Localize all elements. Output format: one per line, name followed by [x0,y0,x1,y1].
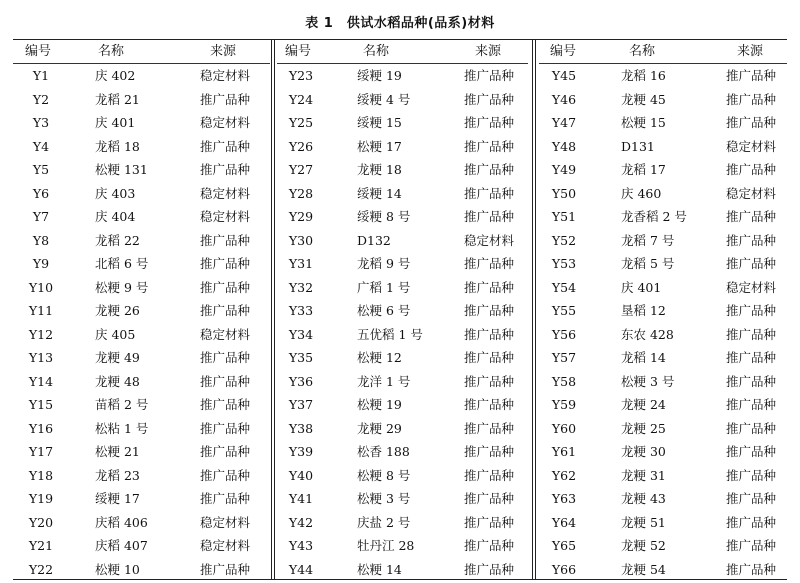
cell-code: Y64 [551,514,577,530]
cell-code: Y2 [32,91,50,107]
table-row [13,370,270,394]
cell-source: 推广品种 [464,209,515,224]
cell-source: 推广品种 [464,138,515,154]
cell-name: 苗稻 2 号 [95,397,149,412]
cell-source: 推广品种 [200,397,251,412]
cell-source: 推广品种 [200,162,251,177]
cell-code: Y19 [28,491,54,506]
cell-name: 龙稻 5 号 [621,256,675,271]
cell-name: 庆 404 [95,209,136,224]
cell-name: 龙稻 18 [95,138,140,154]
cell-source: 稳定材料 [726,138,777,154]
table-row [539,487,787,511]
cell-code: Y43 [288,538,314,553]
table-row [539,135,787,159]
table-row [539,464,787,488]
table-row [539,182,787,206]
cell-code: Y65 [551,538,577,553]
cell-name: 绥粳 15 [357,115,402,130]
cell-name: 绥粳 19 [357,68,402,83]
cell-source: 推广品种 [464,373,515,389]
cell-name: 庆 405 [95,326,136,342]
cell-name: 绥粳 14 [357,185,402,201]
header-name: 名称 [629,44,656,59]
cell-name: 龙稻 16 [621,68,666,83]
cell-source: 稳定材料 [200,326,251,342]
cell-source: 推广品种 [726,420,777,436]
table-row [277,323,528,347]
cell-name: 牡丹江 28 [357,538,415,553]
cell-name: 松粳 3 号 [357,491,411,506]
table-row [277,534,528,558]
cell-source: 推广品种 [726,326,777,342]
cell-code: Y16 [28,420,54,436]
cell-code: Y24 [288,91,314,107]
table-row [539,558,787,582]
cell-name: 龙粳 48 [95,373,140,389]
cell-name: 松粳 10 [95,561,140,577]
cell-code: Y8 [32,232,50,248]
table-row [13,440,270,464]
cell-source: 推广品种 [200,491,251,506]
cell-code: Y63 [551,491,577,506]
header-code: 编号 [285,44,312,59]
cell-source: 推广品种 [464,162,515,177]
cell-name: 东农 428 [621,326,674,342]
cell-code: Y42 [288,514,314,530]
cell-name: 松粘 1 号 [95,420,149,436]
cell-name: 龙香稻 2 号 [621,209,687,224]
table-row [277,135,528,159]
cell-name: 松粳 3 号 [621,373,675,389]
cell-source: 稳定材料 [200,185,251,201]
table-row [539,276,787,300]
table-row [13,487,270,511]
table-row [13,252,270,276]
cell-code: Y15 [28,397,54,412]
cell-name: 庆稻 407 [95,538,148,553]
cell-name: 北稻 6 号 [95,256,149,271]
cell-name: 庆 460 [621,185,662,201]
cell-name: 龙粳 49 [95,350,140,365]
cell-name: 龙稻 9 号 [357,256,411,271]
cell-code: Y35 [288,350,314,365]
cell-code: Y47 [551,115,577,130]
cell-code: Y25 [288,115,314,130]
cell-name: 庆稻 406 [95,514,148,530]
cell-source: 推广品种 [726,350,777,365]
cell-name: 绥粳 17 [95,491,140,506]
cell-code: Y53 [551,256,577,271]
cell-source: 推广品种 [200,350,251,365]
cell-source: 推广品种 [464,397,515,412]
cell-source: 推广品种 [200,373,251,389]
table-row [539,229,787,253]
cell-source: 推广品种 [726,373,777,389]
cell-source: 稳定材料 [200,514,251,530]
cell-name: 绥粳 4 号 [357,91,411,107]
header-name: 名称 [363,44,390,59]
cell-code: Y44 [288,561,314,577]
cell-name: 龙粳 45 [621,91,666,107]
cell-name: 松粳 21 [95,444,140,459]
table-row [13,111,270,135]
cell-code: Y59 [551,397,577,412]
table-row [539,64,787,88]
table-row [539,534,787,558]
table-bottom-rule [13,579,787,580]
cell-source: 推广品种 [726,561,777,577]
cell-code: Y39 [288,444,314,459]
header-code: 编号 [550,44,577,59]
cell-code: Y33 [288,303,314,318]
cell-code: Y26 [288,138,314,154]
table-row [13,393,270,417]
table-row [277,417,528,441]
table-row [13,299,270,323]
table-row [539,111,787,135]
table-row [277,370,528,394]
cell-source: 推广品种 [726,491,777,506]
cell-source: 推广品种 [726,467,777,483]
cell-name: 松粳 17 [357,138,402,154]
cell-name: 龙稻 17 [621,162,666,177]
cell-code: Y29 [288,209,314,224]
cell-name: 龙粳 24 [621,397,666,412]
cell-source: 推广品种 [726,444,777,459]
table-row [539,417,787,441]
cell-name: 龙洋 1 号 [357,373,411,389]
table-row [539,393,787,417]
cell-code: Y4 [32,138,50,154]
table-row [277,252,528,276]
cell-name: 五优稻 1 号 [357,326,423,342]
cell-source: 推广品种 [726,303,777,318]
cell-code: Y28 [288,185,314,201]
table-panel-3 [539,40,787,579]
cell-code: Y1 [32,68,50,83]
table-row [539,370,787,394]
cell-name: 松粳 19 [357,397,402,412]
cell-name: 龙稻 14 [621,350,666,365]
header-code: 编号 [25,44,52,59]
cell-code: Y5 [32,162,50,177]
cell-code: Y7 [32,209,50,224]
cell-source: 推广品种 [200,256,251,271]
cell-name: 松粳 8 号 [357,467,411,483]
cell-name: 庆 401 [95,115,136,130]
cell-name: 龙粳 52 [621,538,666,553]
table-row [277,64,528,88]
table-row [13,88,270,112]
cell-name: 垦稻 12 [621,303,666,318]
cell-source: 稳定材料 [726,279,777,295]
cell-code: Y9 [32,256,50,271]
cell-code: Y37 [288,397,314,412]
cell-source: 推广品种 [464,326,515,342]
table-row [13,346,270,370]
cell-source: 推广品种 [726,68,777,83]
cell-name: 松粳 9 号 [95,279,149,295]
cell-source: 推广品种 [200,138,251,154]
cell-code: Y56 [551,326,577,342]
cell-code: Y54 [551,279,577,295]
cell-source: 推广品种 [464,256,515,271]
header-source: 来源 [475,44,502,59]
table-row [277,276,528,300]
table-row [277,111,528,135]
cell-source: 推广品种 [200,444,251,459]
cell-name: D131 [621,138,655,154]
cell-name: 松粳 6 号 [357,303,411,318]
table-panel-2 [277,40,528,579]
cell-name: 龙粳 18 [357,162,402,177]
header-source: 来源 [210,44,237,59]
column-divider [532,40,536,579]
cell-name: 庆 402 [95,68,136,83]
table-body [539,64,787,581]
cell-code: Y6 [32,185,50,201]
table-row [539,299,787,323]
table-row [539,88,787,112]
cell-code: Y66 [551,561,577,577]
table-row [13,511,270,535]
cell-source: 推广品种 [200,561,251,577]
cell-source: 推广品种 [464,115,515,130]
cell-source: 推广品种 [200,91,251,107]
cell-code: Y45 [551,68,577,83]
cell-code: Y21 [28,538,54,553]
table-row [277,487,528,511]
table-row [277,558,528,582]
cell-source: 推广品种 [726,162,777,177]
table-row [539,440,787,464]
table-row [13,64,270,88]
table-body [277,64,528,581]
cell-name: 龙粳 26 [95,303,140,318]
cell-source: 推广品种 [464,514,515,530]
table-row [277,393,528,417]
cell-code: Y50 [551,185,577,201]
cell-code: Y31 [288,256,314,271]
cell-code: Y14 [28,373,54,389]
cell-code: Y18 [28,467,54,483]
table-row [13,276,270,300]
cell-source: 推广品种 [464,91,515,107]
cell-source: 推广品种 [464,68,515,83]
cell-source: 稳定材料 [200,115,251,130]
table-row [277,346,528,370]
cell-source: 推广品种 [464,444,515,459]
table-row [539,346,787,370]
cell-code: Y11 [28,303,54,318]
cell-name: 庆 401 [621,279,662,295]
table-body [13,64,270,581]
table-row [13,558,270,582]
cell-source: 推广品种 [200,279,251,295]
cell-source: 稳定材料 [200,538,251,553]
table-row [13,464,270,488]
cell-source: 推广品种 [726,91,777,107]
cell-name: 龙粳 30 [621,444,666,459]
table-row [277,88,528,112]
cell-name: 广稻 1 号 [357,279,411,295]
cell-source: 推广品种 [726,256,777,271]
cell-source: 推广品种 [200,303,251,318]
table-row [13,534,270,558]
cell-code: Y3 [32,115,50,130]
table-row [13,205,270,229]
cell-code: Y61 [551,444,577,459]
table-row [277,229,528,253]
cell-name: 绥粳 8 号 [357,209,411,224]
table-row [539,205,787,229]
table-row [13,182,270,206]
cell-code: Y22 [28,561,54,577]
cell-code: Y62 [551,467,577,483]
cell-source: 推广品种 [464,420,515,436]
header-name: 名称 [98,44,125,59]
cell-name: 龙粳 51 [621,514,666,530]
cell-name: 龙粳 54 [621,561,666,577]
cell-code: Y49 [551,162,577,177]
cell-source: 推广品种 [464,350,515,365]
cell-source: 稳定材料 [464,232,515,248]
table-row [277,440,528,464]
cell-source: 推广品种 [464,491,515,506]
cell-source: 推广品种 [464,561,515,577]
table-row [13,417,270,441]
table-row [277,182,528,206]
cell-source: 推广品种 [464,185,515,201]
cell-source: 推广品种 [726,538,777,553]
cell-code: Y58 [551,373,577,389]
table-header-row [539,40,787,64]
cell-name: 庆 403 [95,185,136,201]
cell-code: Y55 [551,303,577,318]
cell-code: Y40 [288,467,314,483]
cell-source: 推广品种 [200,467,251,483]
cell-code: Y30 [288,232,314,248]
cell-code: Y38 [288,420,314,436]
cell-code: Y27 [288,162,314,177]
cell-source: 推广品种 [464,538,515,553]
cell-code: Y20 [28,514,54,530]
cell-name: 龙粳 29 [357,420,402,436]
cell-code: Y10 [28,279,54,295]
cell-code: Y46 [551,91,577,107]
cell-code: Y51 [551,209,577,224]
cell-code: Y23 [288,68,314,83]
cell-code: Y48 [551,138,577,154]
cell-source: 推广品种 [726,115,777,130]
cell-code: Y13 [28,350,54,365]
cell-code: Y52 [551,232,577,248]
table-row [277,464,528,488]
cell-name: 龙粳 43 [621,491,666,506]
cell-code: Y34 [288,326,314,342]
cell-name: 龙粳 31 [621,467,666,483]
cell-name: 龙稻 22 [95,232,140,248]
table-panel-1 [13,40,270,579]
table-row [13,323,270,347]
cell-name: 龙稻 7 号 [621,232,675,248]
cell-name: D132 [357,232,391,248]
table-row [539,323,787,347]
table-row [539,158,787,182]
cell-code: Y32 [288,279,314,295]
table-row [13,229,270,253]
table-row [277,511,528,535]
cell-name: 庆盐 2 号 [357,514,411,530]
table-row [277,299,528,323]
cell-name: 龙稻 23 [95,467,140,483]
cell-name: 龙粳 25 [621,420,666,436]
table-row [539,511,787,535]
cell-source: 推广品种 [726,397,777,412]
cell-source: 稳定材料 [726,185,777,201]
column-divider [271,40,275,579]
cell-source: 推广品种 [726,514,777,530]
table-header-row [277,40,528,64]
cell-code: Y36 [288,373,314,389]
cell-source: 推广品种 [726,209,777,224]
cell-name: 松香 188 [357,444,410,459]
cell-code: Y60 [551,420,577,436]
cell-name: 龙稻 21 [95,91,140,107]
cell-source: 稳定材料 [200,209,251,224]
cell-name: 松粳 15 [621,115,666,130]
cell-source: 推广品种 [464,467,515,483]
cell-name: 松粳 12 [357,350,402,365]
cell-source: 推广品种 [464,279,515,295]
header-source: 来源 [737,44,764,59]
table-row [13,158,270,182]
cell-code: Y17 [28,444,54,459]
cell-name: 松粳 131 [95,162,148,177]
cell-source: 推广品种 [464,303,515,318]
table-row [539,252,787,276]
cell-source: 稳定材料 [200,68,251,83]
table-row [13,135,270,159]
table-title: 表 1 供试水稻品种(品系)材料 [305,16,495,31]
cell-name: 松粳 14 [357,561,402,577]
table-header-row [13,40,270,64]
cell-code: Y41 [288,491,314,506]
cell-source: 推广品种 [726,232,777,248]
table-row [277,158,528,182]
cell-source: 推广品种 [200,232,251,248]
cell-code: Y12 [28,326,54,342]
table-row [277,205,528,229]
cell-source: 推广品种 [200,420,251,436]
cell-code: Y57 [551,350,577,365]
